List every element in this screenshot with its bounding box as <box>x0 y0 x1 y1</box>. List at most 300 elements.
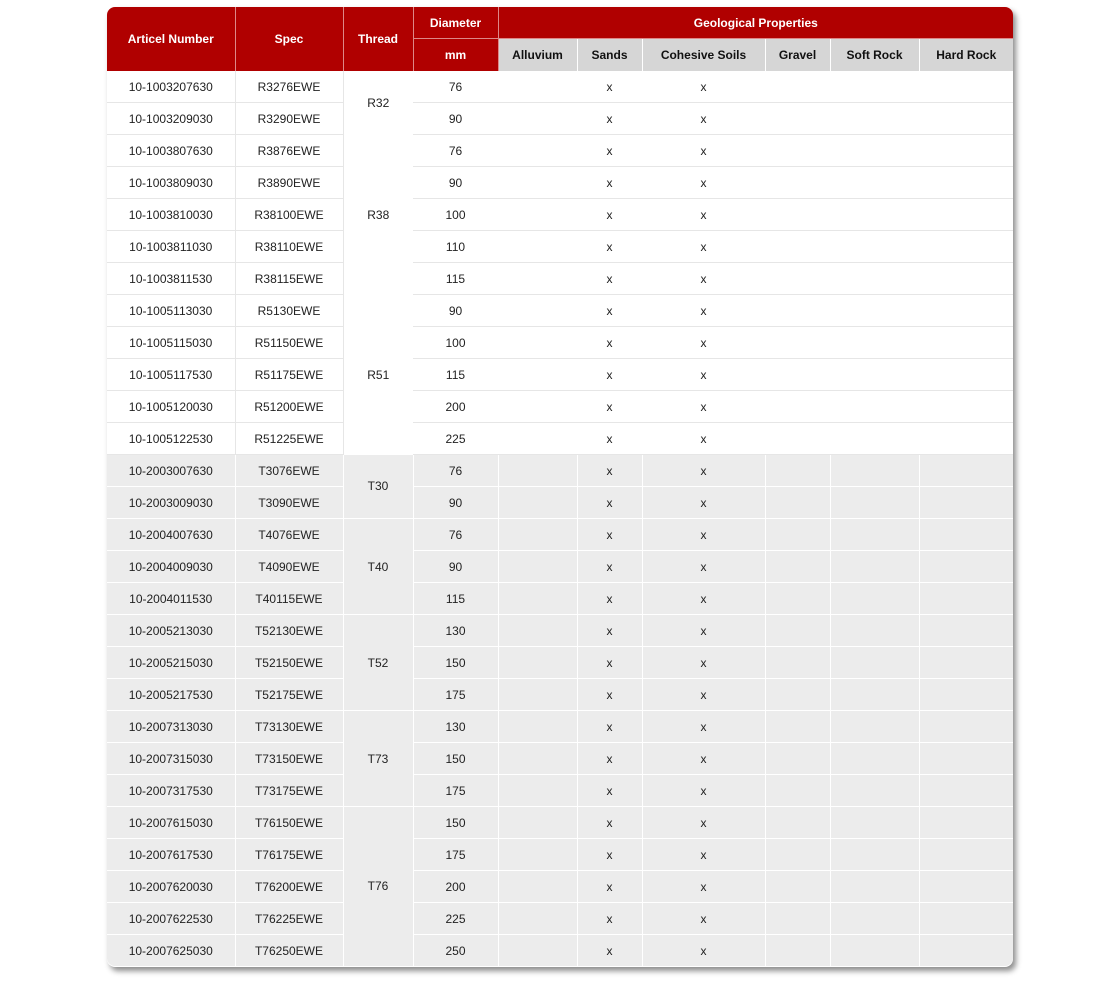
diameter-cell: 115 <box>413 359 498 391</box>
alluvium-cell <box>498 167 577 199</box>
spec-cell: T76175EWE <box>235 839 343 871</box>
article-number-cell: 10-1003209030 <box>107 103 235 135</box>
cohesive-soils-cell: x <box>642 519 765 551</box>
soft-rock-cell <box>830 455 919 487</box>
table-row <box>107 711 1013 743</box>
hard-rock-cell <box>919 103 1013 135</box>
article-number-cell: 10-2007625030 <box>107 935 235 967</box>
gravel-cell <box>765 487 830 519</box>
article-number-cell: 10-2007315030 <box>107 743 235 775</box>
gravel-cell <box>765 359 830 391</box>
table-row <box>107 71 1013 103</box>
sands-cell: x <box>577 423 642 455</box>
hard-rock-cell <box>919 775 1013 807</box>
gravel-cell <box>765 455 830 487</box>
sands-cell: x <box>577 167 642 199</box>
table-row <box>107 199 1013 231</box>
article-number-cell: 10-1003810030 <box>107 199 235 231</box>
alluvium-cell <box>498 935 577 967</box>
header-thread: Thread <box>343 7 413 71</box>
cohesive-soils-cell: x <box>642 487 765 519</box>
soft-rock-cell <box>830 743 919 775</box>
article-number-cell: 10-2007313030 <box>107 711 235 743</box>
soft-rock-cell <box>830 167 919 199</box>
alluvium-cell <box>498 295 577 327</box>
table-row <box>107 167 1013 199</box>
diameter-cell: 225 <box>413 423 498 455</box>
table-row <box>107 615 1013 647</box>
sands-cell: x <box>577 199 642 231</box>
table-row <box>107 423 1013 455</box>
sands-cell: x <box>577 871 642 903</box>
hard-rock-cell <box>919 231 1013 263</box>
spec-cell: R38115EWE <box>235 263 343 295</box>
diameter-cell: 150 <box>413 647 498 679</box>
product-table <box>107 7 1013 967</box>
diameter-cell: 200 <box>413 391 498 423</box>
spec-cell: T76225EWE <box>235 903 343 935</box>
article-number-cell: 10-1003811530 <box>107 263 235 295</box>
sands-cell: x <box>577 743 642 775</box>
sands-cell: x <box>577 487 642 519</box>
hard-rock-cell <box>919 583 1013 615</box>
alluvium-cell <box>498 519 577 551</box>
spec-cell: R3876EWE <box>235 135 343 167</box>
soft-rock-cell <box>830 71 919 103</box>
soft-rock-cell <box>830 903 919 935</box>
spec-cell: T4090EWE <box>235 551 343 583</box>
diameter-cell: 115 <box>413 263 498 295</box>
sands-cell: x <box>577 359 642 391</box>
hard-rock-cell <box>919 647 1013 679</box>
soft-rock-cell <box>830 391 919 423</box>
alluvium-cell <box>498 583 577 615</box>
spec-cell: T52150EWE <box>235 647 343 679</box>
spec-cell: T76200EWE <box>235 871 343 903</box>
alluvium-cell <box>498 103 577 135</box>
diameter-cell: 76 <box>413 519 498 551</box>
alluvium-cell <box>498 903 577 935</box>
gravel-cell <box>765 615 830 647</box>
hard-rock-cell <box>919 711 1013 743</box>
cohesive-soils-cell: x <box>642 903 765 935</box>
cohesive-soils-cell: x <box>642 71 765 103</box>
gravel-cell <box>765 423 830 455</box>
table-row <box>107 327 1013 359</box>
soft-rock-cell <box>830 199 919 231</box>
table-row <box>107 295 1013 327</box>
soft-rock-cell <box>830 263 919 295</box>
alluvium-cell <box>498 359 577 391</box>
hard-rock-cell <box>919 743 1013 775</box>
diameter-cell: 100 <box>413 327 498 359</box>
cohesive-soils-cell: x <box>642 199 765 231</box>
diameter-cell: 250 <box>413 935 498 967</box>
hard-rock-cell <box>919 935 1013 967</box>
gravel-cell <box>765 647 830 679</box>
article-number-cell: 10-2005217530 <box>107 679 235 711</box>
spec-cell: R5130EWE <box>235 295 343 327</box>
hard-rock-cell <box>919 71 1013 103</box>
article-number-cell: 10-2004009030 <box>107 551 235 583</box>
gravel-cell <box>765 103 830 135</box>
gravel-cell <box>765 807 830 839</box>
table-row <box>107 583 1013 615</box>
gravel-cell <box>765 71 830 103</box>
soft-rock-cell <box>830 551 919 583</box>
table-row <box>107 743 1013 775</box>
gravel-cell <box>765 391 830 423</box>
hard-rock-cell <box>919 455 1013 487</box>
alluvium-cell <box>498 71 577 103</box>
article-number-cell: 10-1005122530 <box>107 423 235 455</box>
spec-cell: T3076EWE <box>235 455 343 487</box>
sands-cell: x <box>577 615 642 647</box>
article-number-cell: 10-2005213030 <box>107 615 235 647</box>
diameter-cell: 100 <box>413 199 498 231</box>
diameter-cell: 110 <box>413 231 498 263</box>
cohesive-soils-cell: x <box>642 871 765 903</box>
alluvium-cell <box>498 455 577 487</box>
hard-rock-cell <box>919 327 1013 359</box>
cohesive-soils-cell: x <box>642 583 765 615</box>
table-row <box>107 519 1013 551</box>
gravel-cell <box>765 935 830 967</box>
diameter-cell: 150 <box>413 807 498 839</box>
cohesive-soils-cell: x <box>642 455 765 487</box>
hard-rock-cell <box>919 167 1013 199</box>
cohesive-soils-cell: x <box>642 743 765 775</box>
soft-rock-cell <box>830 135 919 167</box>
sands-cell: x <box>577 455 642 487</box>
soft-rock-cell <box>830 775 919 807</box>
table-row <box>107 359 1013 391</box>
soft-rock-cell <box>830 295 919 327</box>
alluvium-cell <box>498 487 577 519</box>
article-number-cell: 10-1003811030 <box>107 231 235 263</box>
sands-cell: x <box>577 679 642 711</box>
table-row <box>107 647 1013 679</box>
table-row <box>107 455 1013 487</box>
table-row <box>107 103 1013 135</box>
diameter-cell: 175 <box>413 839 498 871</box>
spec-cell: R3290EWE <box>235 103 343 135</box>
soft-rock-cell <box>830 231 919 263</box>
soft-rock-cell <box>830 103 919 135</box>
diameter-cell: 150 <box>413 743 498 775</box>
header-alluvium: Alluvium <box>498 39 577 72</box>
sands-cell: x <box>577 103 642 135</box>
header-diameter-unit: mm <box>413 39 498 72</box>
sands-cell: x <box>577 295 642 327</box>
table-row <box>107 391 1013 423</box>
cohesive-soils-cell: x <box>642 327 765 359</box>
diameter-cell: 76 <box>413 455 498 487</box>
alluvium-cell <box>498 135 577 167</box>
soft-rock-cell <box>830 327 919 359</box>
thread-cell: T40 <box>343 519 413 615</box>
sands-cell: x <box>577 711 642 743</box>
alluvium-cell <box>498 839 577 871</box>
hard-rock-cell <box>919 391 1013 423</box>
table-row <box>107 903 1013 935</box>
gravel-cell <box>765 583 830 615</box>
article-number-cell: 10-2003009030 <box>107 487 235 519</box>
spec-cell: R3276EWE <box>235 71 343 103</box>
hard-rock-cell <box>919 903 1013 935</box>
thread-cell: T73 <box>343 711 413 807</box>
gravel-cell <box>765 327 830 359</box>
spec-cell: R38110EWE <box>235 231 343 263</box>
sands-cell: x <box>577 263 642 295</box>
table-row <box>107 135 1013 167</box>
soft-rock-cell <box>830 487 919 519</box>
thread-cell: R51 <box>343 295 413 455</box>
gravel-cell <box>765 263 830 295</box>
article-number-cell: 10-1005117530 <box>107 359 235 391</box>
cohesive-soils-cell: x <box>642 935 765 967</box>
thread-cell: T30 <box>343 455 413 519</box>
sands-cell: x <box>577 583 642 615</box>
hard-rock-cell <box>919 423 1013 455</box>
alluvium-cell <box>498 679 577 711</box>
spec-cell: R51150EWE <box>235 327 343 359</box>
spec-cell: R51225EWE <box>235 423 343 455</box>
alluvium-cell <box>498 615 577 647</box>
sands-cell: x <box>577 327 642 359</box>
diameter-cell: 90 <box>413 551 498 583</box>
diameter-cell: 200 <box>413 871 498 903</box>
sands-cell: x <box>577 807 642 839</box>
article-number-cell: 10-2004011530 <box>107 583 235 615</box>
spec-cell: T52175EWE <box>235 679 343 711</box>
article-number-cell: 10-2007615030 <box>107 807 235 839</box>
cohesive-soils-cell: x <box>642 551 765 583</box>
table-row <box>107 679 1013 711</box>
header-sands: Sands <box>577 39 642 72</box>
cohesive-soils-cell: x <box>642 679 765 711</box>
cohesive-soils-cell: x <box>642 615 765 647</box>
gravel-cell <box>765 199 830 231</box>
diameter-cell: 175 <box>413 679 498 711</box>
table-row <box>107 839 1013 871</box>
cohesive-soils-cell: x <box>642 775 765 807</box>
table-body <box>107 71 1013 966</box>
alluvium-cell <box>498 743 577 775</box>
diameter-cell: 90 <box>413 295 498 327</box>
table-row <box>107 807 1013 839</box>
cohesive-soils-cell: x <box>642 359 765 391</box>
table-row <box>107 263 1013 295</box>
gravel-cell <box>765 711 830 743</box>
spec-cell: T73175EWE <box>235 775 343 807</box>
gravel-cell <box>765 871 830 903</box>
soft-rock-cell <box>830 615 919 647</box>
soft-rock-cell <box>830 647 919 679</box>
thread-cell: T76 <box>343 807 413 967</box>
cohesive-soils-cell: x <box>642 231 765 263</box>
spec-cell: T52130EWE <box>235 615 343 647</box>
header-gravel: Gravel <box>765 39 830 72</box>
sands-cell: x <box>577 647 642 679</box>
thread-cell: R38 <box>343 135 413 295</box>
spec-cell: T3090EWE <box>235 487 343 519</box>
table-row <box>107 871 1013 903</box>
alluvium-cell <box>498 775 577 807</box>
sands-cell: x <box>577 551 642 583</box>
hard-rock-cell <box>919 807 1013 839</box>
spec-cell: T76150EWE <box>235 807 343 839</box>
hard-rock-cell <box>919 679 1013 711</box>
header-soft-rock: Soft Rock <box>830 39 919 72</box>
cohesive-soils-cell: x <box>642 807 765 839</box>
spec-cell: R38100EWE <box>235 199 343 231</box>
table-row <box>107 231 1013 263</box>
diameter-cell: 76 <box>413 71 498 103</box>
diameter-cell: 115 <box>413 583 498 615</box>
cohesive-soils-cell: x <box>642 839 765 871</box>
alluvium-cell <box>498 263 577 295</box>
hard-rock-cell <box>919 519 1013 551</box>
hard-rock-cell <box>919 199 1013 231</box>
article-number-cell: 10-2007317530 <box>107 775 235 807</box>
diameter-cell: 90 <box>413 487 498 519</box>
article-number-cell: 10-1005113030 <box>107 295 235 327</box>
spec-cell: T4076EWE <box>235 519 343 551</box>
soft-rock-cell <box>830 935 919 967</box>
gravel-cell <box>765 231 830 263</box>
article-number-cell: 10-1003809030 <box>107 167 235 199</box>
alluvium-cell <box>498 327 577 359</box>
spec-cell: R51175EWE <box>235 359 343 391</box>
spec-cell: T76250EWE <box>235 935 343 967</box>
diameter-cell: 130 <box>413 711 498 743</box>
diameter-cell: 175 <box>413 775 498 807</box>
cohesive-soils-cell: x <box>642 711 765 743</box>
alluvium-cell <box>498 199 577 231</box>
soft-rock-cell <box>830 423 919 455</box>
hard-rock-cell <box>919 551 1013 583</box>
cohesive-soils-cell: x <box>642 263 765 295</box>
alluvium-cell <box>498 231 577 263</box>
header-hard-rock: Hard Rock <box>919 39 1013 72</box>
header-geological-properties: Geological Properties <box>498 7 1013 39</box>
cohesive-soils-cell: x <box>642 135 765 167</box>
sands-cell: x <box>577 935 642 967</box>
article-number-cell: 10-2004007630 <box>107 519 235 551</box>
alluvium-cell <box>498 647 577 679</box>
product-table-container <box>107 7 1013 967</box>
thread-cell: R32 <box>343 71 413 135</box>
gravel-cell <box>765 295 830 327</box>
gravel-cell <box>765 167 830 199</box>
header-diameter: Diameter <box>413 7 498 39</box>
spec-cell: T40115EWE <box>235 583 343 615</box>
gravel-cell <box>765 743 830 775</box>
soft-rock-cell <box>830 519 919 551</box>
soft-rock-cell <box>830 583 919 615</box>
spec-cell: T73150EWE <box>235 743 343 775</box>
diameter-cell: 225 <box>413 903 498 935</box>
alluvium-cell <box>498 871 577 903</box>
sands-cell: x <box>577 231 642 263</box>
header-cohesive-soils: Cohesive Soils <box>642 39 765 72</box>
diameter-cell: 130 <box>413 615 498 647</box>
article-number-cell: 10-1003807630 <box>107 135 235 167</box>
hard-rock-cell <box>919 263 1013 295</box>
alluvium-cell <box>498 391 577 423</box>
diameter-cell: 76 <box>413 135 498 167</box>
gravel-cell <box>765 551 830 583</box>
article-number-cell: 10-1005115030 <box>107 327 235 359</box>
sands-cell: x <box>577 839 642 871</box>
hard-rock-cell <box>919 839 1013 871</box>
gravel-cell <box>765 903 830 935</box>
hard-rock-cell <box>919 871 1013 903</box>
table-row <box>107 551 1013 583</box>
gravel-cell <box>765 135 830 167</box>
soft-rock-cell <box>830 807 919 839</box>
article-number-cell: 10-1005120030 <box>107 391 235 423</box>
alluvium-cell <box>498 423 577 455</box>
thread-cell: T52 <box>343 615 413 711</box>
spec-cell: R3890EWE <box>235 167 343 199</box>
soft-rock-cell <box>830 679 919 711</box>
hard-rock-cell <box>919 295 1013 327</box>
header-article-number: Articel Number <box>107 7 235 71</box>
sands-cell: x <box>577 391 642 423</box>
gravel-cell <box>765 679 830 711</box>
alluvium-cell <box>498 807 577 839</box>
sands-cell: x <box>577 135 642 167</box>
diameter-cell: 90 <box>413 103 498 135</box>
gravel-cell <box>765 519 830 551</box>
hard-rock-cell <box>919 487 1013 519</box>
sands-cell: x <box>577 903 642 935</box>
cohesive-soils-cell: x <box>642 167 765 199</box>
article-number-cell: 10-2003007630 <box>107 455 235 487</box>
hard-rock-cell <box>919 135 1013 167</box>
cohesive-soils-cell: x <box>642 103 765 135</box>
table-row <box>107 487 1013 519</box>
cohesive-soils-cell: x <box>642 423 765 455</box>
cohesive-soils-cell: x <box>642 391 765 423</box>
header-spec: Spec <box>235 7 343 71</box>
gravel-cell <box>765 839 830 871</box>
spec-cell: T73130EWE <box>235 711 343 743</box>
diameter-cell: 90 <box>413 167 498 199</box>
hard-rock-cell <box>919 615 1013 647</box>
sands-cell: x <box>577 519 642 551</box>
table-row <box>107 775 1013 807</box>
gravel-cell <box>765 775 830 807</box>
soft-rock-cell <box>830 839 919 871</box>
table-row <box>107 935 1013 967</box>
cohesive-soils-cell: x <box>642 647 765 679</box>
article-number-cell: 10-2007622530 <box>107 903 235 935</box>
article-number-cell: 10-1003207630 <box>107 71 235 103</box>
sands-cell: x <box>577 71 642 103</box>
soft-rock-cell <box>830 359 919 391</box>
sands-cell: x <box>577 775 642 807</box>
alluvium-cell <box>498 551 577 583</box>
hard-rock-cell <box>919 359 1013 391</box>
article-number-cell: 10-2005215030 <box>107 647 235 679</box>
article-number-cell: 10-2007617530 <box>107 839 235 871</box>
alluvium-cell <box>498 711 577 743</box>
soft-rock-cell <box>830 871 919 903</box>
cohesive-soils-cell: x <box>642 295 765 327</box>
